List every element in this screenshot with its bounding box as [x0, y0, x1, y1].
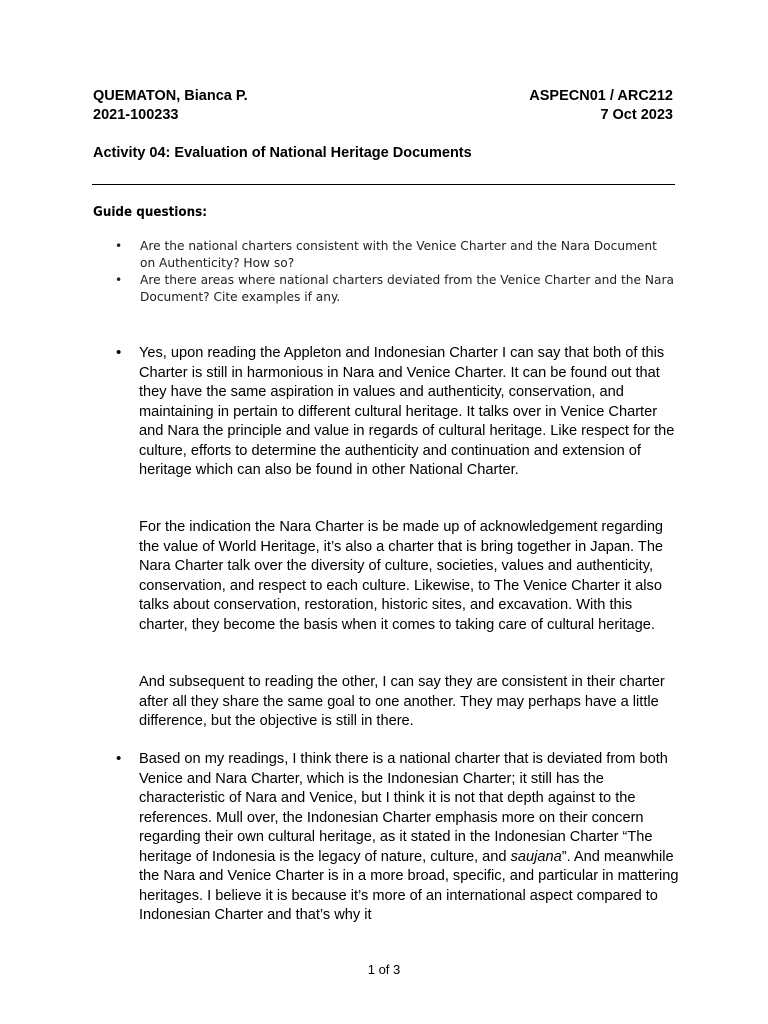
guide-question-text: Are there areas where national charters deviated from the Venice Charter and the Nara Document? Cite examples if any. — [140, 273, 674, 304]
guide-question-text: Are the national charters consistent with the Venice Charter and the Nara Document on Authenticity? How so? — [140, 239, 657, 270]
student-name: QUEMATON, Bianca P. — [93, 88, 248, 104]
page-number: 1 of 3 — [367, 962, 401, 977]
bullet-icon: • — [116, 750, 122, 767]
answer-paragraph: For the indication the Nara Charter is be made up of acknowledgement regarding the value of World Heritage, it’s also a charter that is bring together in Japan. The Nara Charter talk over the diversity of culture, societies, values and authenticity, conservation, and respect to each culture. Likewise, to The Venice Charter it also talks about conservation, restoration, historic sites, and excavation. With this charter, they become the basis when it comes to taking care of cultural heritage. — [139, 519, 664, 633]
bullet-icon: • — [115, 239, 123, 253]
page-title: Activity 04: Evaluation of National Heritage Documents — [93, 145, 472, 161]
bullet-icon: • — [115, 273, 123, 287]
student-id: 2021-100233 — [93, 107, 179, 123]
italic-term: saujana — [510, 848, 562, 865]
divider — [92, 184, 675, 185]
guide-heading: Guide questions: — [93, 205, 208, 220]
answer-text: Based on my readings, I think there is a national charter that is deviated from both Venice and Nara Charter, which is the Indonesian Charter; it still has the characteristic of Nara and Venice, but I think it is not that depth against to the references. Mull over, the Indonesian Charter emphasis more on their concern regarding their own cultural heritage, as it stated in the Indonesian Charter “The heritage of Indonesia is the legacy of nature, culture, and — [139, 751, 668, 865]
answer-paragraph: And subsequent to reading the other, I can say they are consistent in their charter after all they share the same goal to one another. They may perhaps have a little difference, but the objective is still in there. — [139, 674, 665, 729]
answer-text: ”. And meanwhile the Nara and Venice Charter is in a more broad, specific, and particular in mattering heritages. I believe it is because it’s more of an international aspect compared to Indonesian Charter and that’s why it — [139, 848, 679, 923]
answer-paragraph — [139, 750, 679, 926]
document-date: 7 Oct 2023 — [600, 107, 673, 123]
bullet-icon: • — [116, 344, 122, 361]
answer-paragraph: Yes, upon reading the Appleton and Indonesian Charter I can say that both of this Charter is still in harmonious in Nara and Venice Charter. It can be found out that they have the same aspiration in values and authenticity, conservation, and maintaining in pertain to different cultural heritage. It talks over in Venice Charter and Nara the principle and value in regards of cultural heritage. Like respect for the culture, efforts to determine the authenticity and continuation and extension of heritage which can also be found in other National Charter. — [139, 345, 675, 478]
course-code: ASPECN01 / ARC212 — [529, 88, 673, 104]
